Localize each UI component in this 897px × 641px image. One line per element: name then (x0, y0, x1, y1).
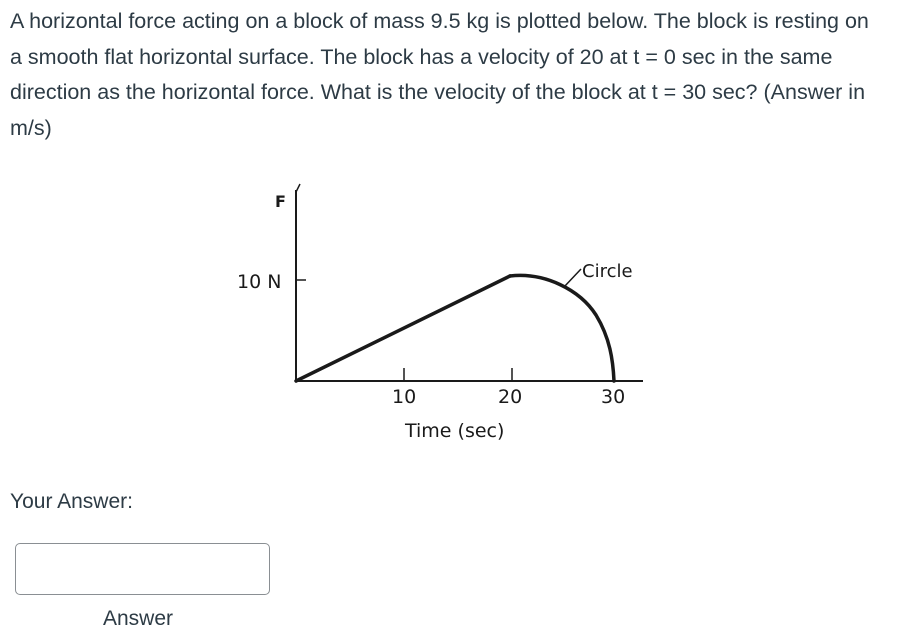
x-tick-label-10: 10 (392, 386, 417, 408)
answer-input[interactable] (15, 543, 270, 595)
y-tick-label-10n: 10 N (237, 271, 282, 293)
circle-annotation: Circle (582, 261, 633, 282)
circle-pointer (564, 269, 581, 287)
question-text: A horizontal force acting on a block of mass 9.5 kg is plotted below. The block is resting on a smooth flat horizontal surface. The block has a velocity of 20 at t = 0 sec in the same direction as the horizontal force. What is the velocity of the block at t = 30 sec? (Answer in m/s) (10, 9, 869, 140)
answer-caption: Answer (103, 607, 174, 630)
force-curve-arc (510, 275, 614, 381)
your-answer-label: Your Answer: (10, 490, 133, 513)
y-axis-top-mark (296, 184, 300, 192)
force-curve-line (296, 276, 510, 381)
y-axis-label: F (275, 192, 286, 211)
force-time-graph (200, 170, 680, 460)
x-axis-label: Time (sec) (405, 420, 505, 442)
x-tick-label-30: 30 (601, 386, 626, 408)
x-tick-label-20: 20 (498, 386, 523, 408)
